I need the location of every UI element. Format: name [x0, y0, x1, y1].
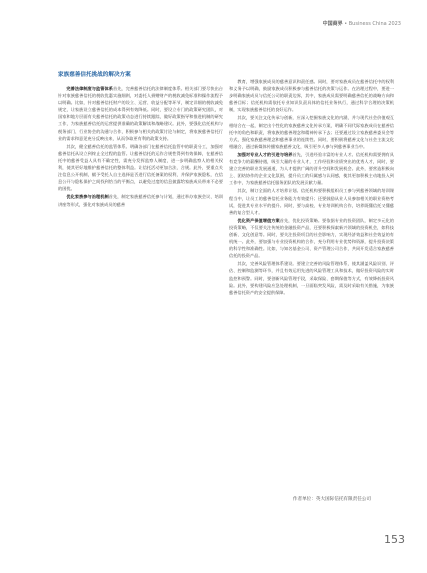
right-column [229, 78, 394, 297]
paragraph-text: 首先，完善慈善信托的法律制度体系。相关部门要尽快出台针对家族慈善信托的税收优惠实施细则，对委托人捐赠财产的税收减免标准和操作流程予以明确。比如，针对慈善信托财产的设立、运营、收益分配等环节，制定详细的税收减免规定，让家族设立慈善信托的成本得到有效降低。同时，要设立专门的政策研究团队，对国家和地方层面有关慈善信托的政策动态进行持续跟踪，做好政策指导和推进机制的研究工作，为家族慈善信托的运营提供准确的政策解读和战略建议。此外，要强化信托机构与税务部门、行业协会的沟通与合作，积极参与相关的政策讨论与制定，将家族慈善信托行业的需求和意见充分反映出来，从而争取更有利的政策支持。 [58, 86, 223, 141]
author-affiliation: 作者单位：英大国际信托有限责任公司 [292, 497, 371, 502]
paragraph [229, 78, 394, 113]
paragraph [58, 143, 223, 193]
paragraph [229, 187, 394, 215]
magazine-brand: 中国商界 [322, 21, 343, 27]
paragraph-lead: 完善法律制度与监管体系 [66, 86, 113, 91]
paragraph [229, 151, 394, 186]
magazine-header [323, 20, 401, 27]
left-column [58, 71, 223, 209]
paragraph [229, 114, 394, 149]
section-title: 家族慈善信托挑战的解决方案 [58, 72, 131, 78]
paragraph-text: 其次，健全慈善信托的监管体系。明确各部门在慈善信托监管中的职责分工，加强对慈善信托从设立到终止全过程的监管。让慈善信托的运作合规性得到有效保障，在慈善信托中的慈善受益人具有不确定性，需充分发挥监察人制度，进一步明确监察人的相关权利，使其更好地维护慈善信托的整体利益。让信托活动更加合法、合规。此外，要重点关注信息公开机制，赋予受托人自主选择是否进行信托备案的权利，并保护家族隐私，在信息公开与隐私保护之间找到恰当的平衡点，以避免过度的信息披露给家族成员带来不必要的困扰。 [58, 143, 223, 192]
paragraph [229, 260, 394, 295]
paragraph-lead: 加强对专业人才的引进与培养 [237, 151, 293, 157]
paragraph-text: 首先，制定家族慈善信托参与计划，通过举办家族会议、培训讲座等形式，强化对家族成员的慈善 [58, 194, 223, 207]
left-paragraphs [58, 85, 223, 208]
paragraph-text: 其次，完善风险管理体系建设。要建立完善的风险管理体系，使其涵盖风险识别、评估、控制和监测等环节，并且有效运用先进的风险管理工具和技术，做好投资风险的实时监控和预警。同时，要创新风险管理手段，采取保险、套期保值等方式，有效降低投资风险。此外，要构建风险应急处理机制，一旦面临突发风险，需及时采取有关措施，为家族慈善信托资产的安全提供保障。 [229, 261, 394, 295]
paragraph-text: 教育，增强家族成员的慈善意识和责任感。同时，要对家族成员在慈善信托中的权利和义务予以明确，鼓励家族成员积极参与慈善信托的决策与运作。在治理过程中，要进一步明确家族成员与信托公司的职责边界，其中，家族成员需要明确慈善信托的战略方向和慈善目标；信托机构需依托专业知识负责具体的信托业务执行，通过科学合理的决策机制，实现家族慈善信托的良好运作。 [229, 79, 394, 113]
paragraph-text: 首先，引进经验丰富的专业人才。信托机构需要拥有具有竞争力的薪酬待遇，吸引大量的专业人才，工作经验和业绩突出的优秀人才，同时，要建立完善的职业发展通道，为人才提供广阔的晋升空间和发展机会。此外，要营造积极向上、团结协作的企业文化氛围，提升员工的归属感与认同感，使其更加积极主动地投入到工作中，为家族慈善信托服务团队的发展贡献力量。 [229, 151, 394, 186]
paragraph [58, 193, 223, 207]
paragraph-text: 首先，优化投资策略。要依据专业的投资团队，制定多元化的投资策略，不仅要关注传统的金融投资产品，还要积极探索新兴领域的投资机会，如科技创新、文化创意等。同时，要关注投资项目的社会影响力，实现经济效益和社会效益的有机统一。此外，要加强与专业投资机构的合作，充分利用专业优势和资源，提升投资决策的科学性和准确性。比如，与知名基金公司、资产管理公司合作，共同开发适合家族慈善信托的投资产品。 [229, 217, 394, 259]
paragraph-lead: 优化资产保值增值方案 [237, 217, 280, 223]
paragraph [229, 217, 394, 260]
page-number: 153 [384, 533, 405, 546]
paragraph-text: 其次，制订全面的人才培养计划。信托机构要积极组织员工参与到慈善领域的培训课程当中，让员工的慈善信托业务能力有效提升；还要鼓励从业人员参加相关的职业资格考试，促进其专业水平的提升。同时，要与高校、专业培训机构合作，培养既懂信托又懂慈善的复合型人才。 [229, 188, 394, 215]
paragraph [58, 85, 223, 142]
paragraph-text: 其次，要关注文化传承与创新，应深入挖掘家族文化的内涵，并与现代社会价值观互相结合在一起，制定出个性化的家族慈善文化传承方案，明确不同代际家族成员在慈善信托中的角色和职责，将家族的慈善理念和精神传承下去；还要通过设立家族慈善委员会等方式，强化家族慈善理念和慈善事业的连续性。同时，要积极将慈善文化与社会主流文化相融合，通过新媒体传播家族慈善文化，吸引更多人参与到慈善事业当中。 [229, 115, 394, 149]
right-paragraphs [229, 78, 394, 296]
paragraph-lead: 优化家族参与治理机制 [66, 194, 109, 200]
magazine-issue: • Business China 2023 [342, 21, 401, 27]
